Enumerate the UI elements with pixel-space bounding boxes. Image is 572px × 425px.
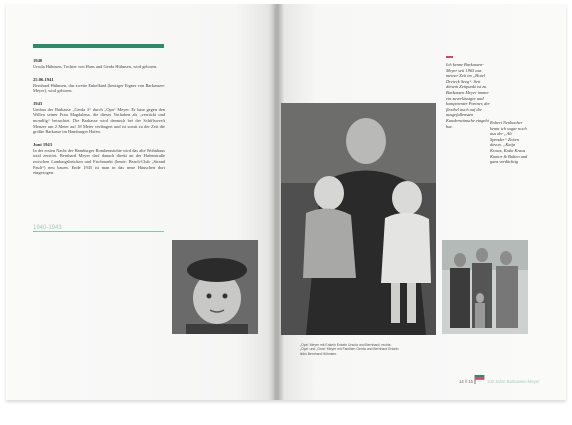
boy-portrait-photo	[172, 240, 258, 334]
entry-text: In der ersten Nacht der Hamburger Bombennächte wird das alte Wohnhaus total zerstört. Bernhard Meyer darf danach direkt an der Hafenstraße zwischen Landungsbrücken und Fischmarkt (heute: Beach-Club „Strand Pauli“) neu bauen. Ende 1945 ist man in das neue Häuschen dort eingezogen.	[33, 147, 165, 176]
family-group-image	[442, 240, 528, 334]
testimonial-quote: Ich kenne Barkassen-Meyer seit 1965 aus meiner Zeit im „Hotel Dreieck Seeg“. Seit diesem Zeitpunkt ist zu Barkassen Meyer immer ein zuverlässiger und kompetenter Partner, der flexibel auch auf die ausgefallensten Kundenwünsche eingeht hat.	[446, 62, 491, 129]
entry-text: Ursula Hühnsen, Tochter von Hans und Gerda Hühnsen, wird geboren.	[33, 64, 158, 69]
entry-text: Bernhard Hühnsen, das zweite Enkelkind (heutiger Eigner von Barkassen-Meyer), wird geboren.	[33, 82, 165, 94]
flag-icon	[474, 374, 486, 384]
page-number: 14 // 15	[459, 379, 473, 384]
chronology-entry	[33, 101, 165, 135]
quote-marker	[446, 56, 453, 58]
family-group-photo	[442, 240, 528, 334]
photo-caption: „Opa“ Meyer mit Enkeln Enkeln Ursula und Bernhard; rechts: „Opa“ und „Oma“ Meyer mit Familien Gerda und Bernhard Enkeln links Bernhard Hühnsen.	[300, 343, 399, 356]
chronology-entry	[33, 142, 165, 176]
testimonial-quote: Robert Neubacher kennt ich sogar noch aus der „Alt Spender“ Zeiten davon. „Katja Krawz, Katla Kraus Kontor & Balten und ganz verdächtig	[490, 120, 528, 165]
accent-bar	[33, 44, 164, 48]
entry-date: 25.06.1941	[33, 76, 54, 82]
family-main-photo	[281, 103, 436, 335]
entry-text: Umbau der Barkasse „Gerda 3“ durch „Opa“ Meyer. Er baut gegen den Willen seiner Frau Magdalena, die dieses Vorhaben als „verrückt und mondfig“ betrachtet. Die Barkasse wird dennoch bei der Schiffswerft Menzer um 2 Meter auf 18 Meter verlängert und ist somit zu der Zeit die größte Barkasse im Hamburger Hafen.	[33, 106, 165, 135]
chronology-entry	[33, 77, 165, 94]
running-title: 100 Jahre Barkassen-Meyer	[487, 379, 540, 384]
chronology-column	[33, 58, 165, 183]
family-main-image	[281, 103, 436, 335]
entry-date: 1943	[33, 100, 43, 106]
boy-portrait-image	[172, 240, 258, 334]
entry-date: Juni 1943	[33, 141, 53, 147]
divider-line	[33, 231, 164, 232]
entry-date: 1940	[33, 58, 43, 63]
chronology-entry	[33, 58, 165, 70]
year-range-label: 1940-1943	[33, 225, 62, 231]
